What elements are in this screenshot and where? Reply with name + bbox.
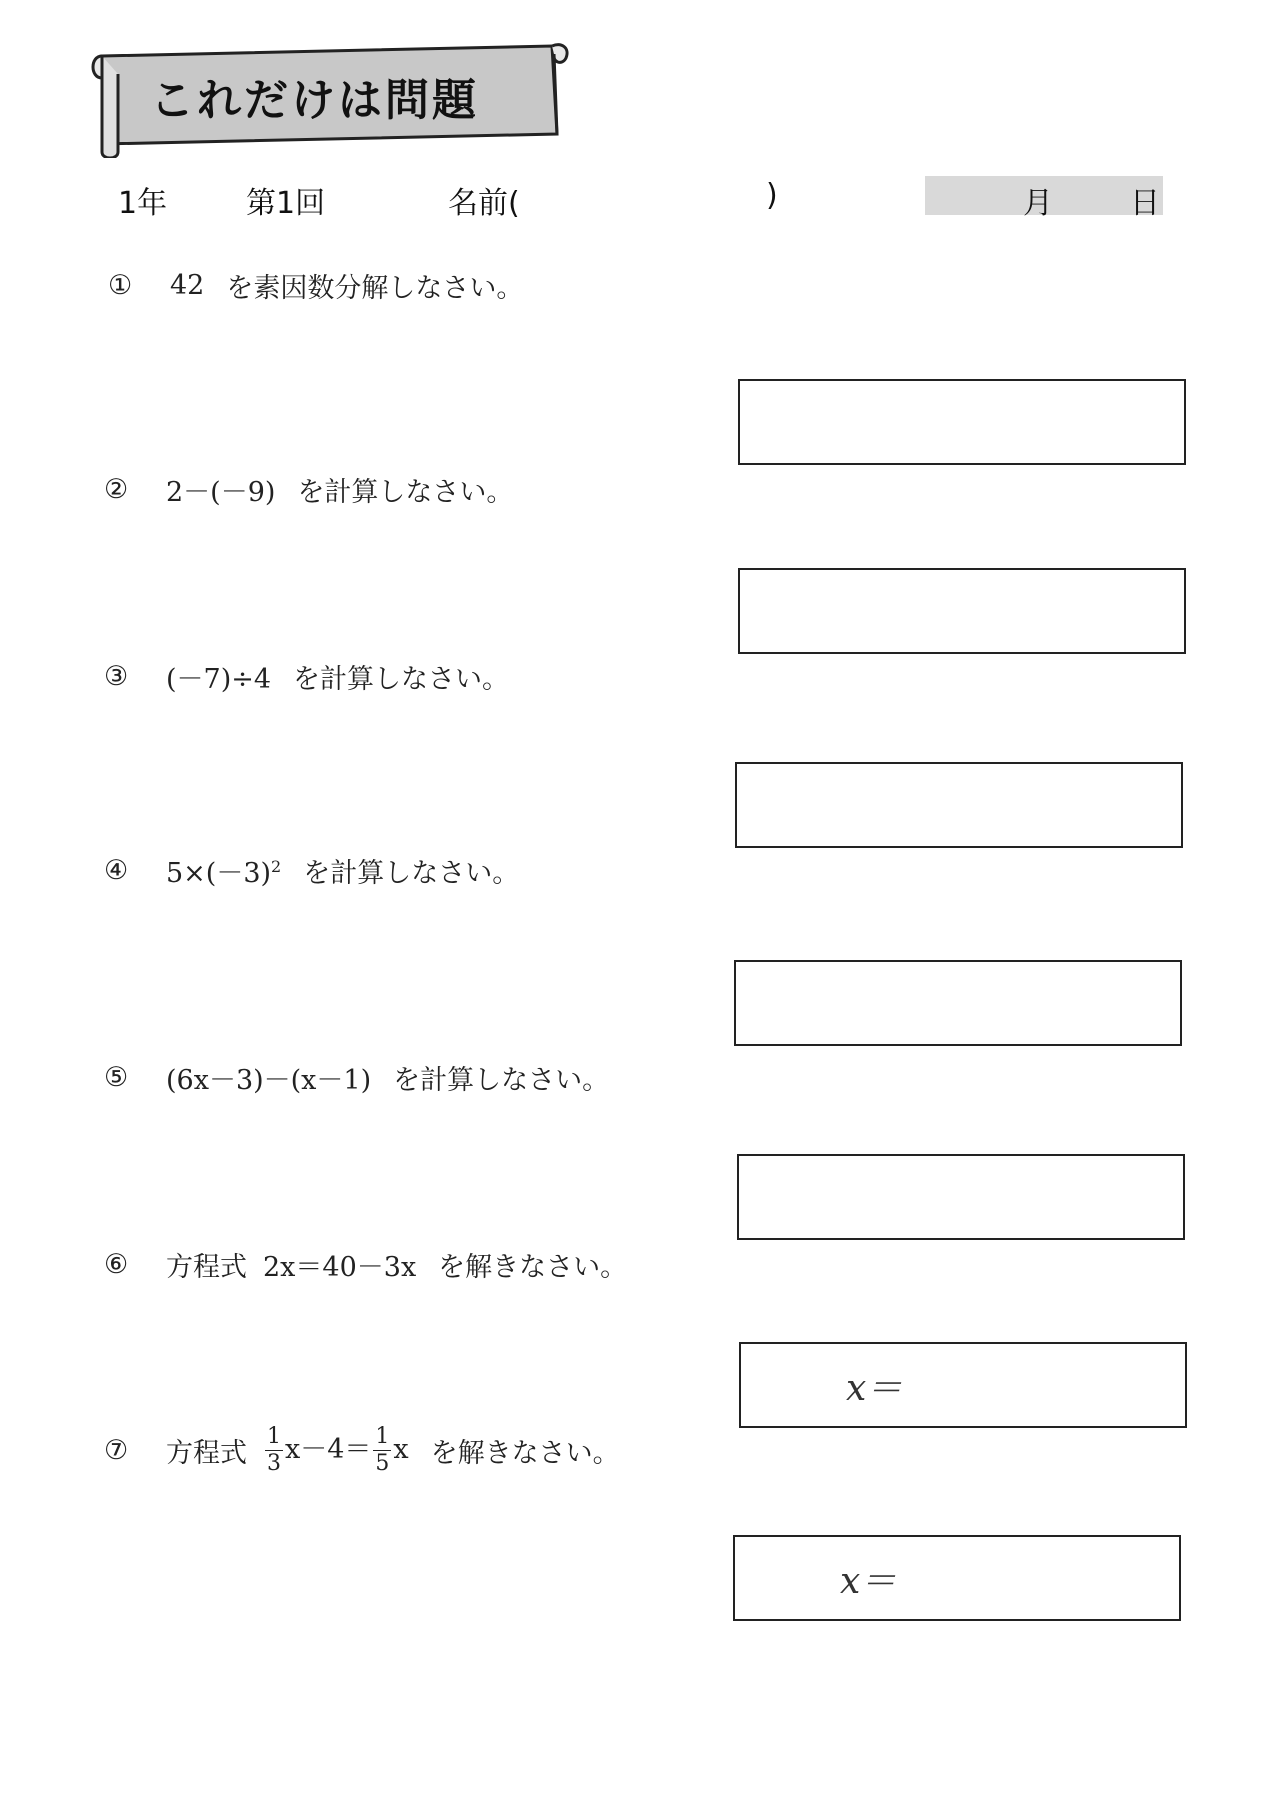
month-label: 月 bbox=[1023, 186, 1053, 221]
fraction-one-third: $\frac{1}{3}$ bbox=[267, 1424, 281, 1476]
question-expression: (6x－3)－(x－1) bbox=[166, 1065, 372, 1096]
answer-box-6[interactable] bbox=[739, 1342, 1187, 1428]
answer-box-1[interactable] bbox=[738, 379, 1186, 465]
question-number: ⑦ bbox=[104, 1435, 129, 1466]
expression-base: 5×(－3) bbox=[166, 858, 272, 889]
question-6 bbox=[104, 1245, 627, 1284]
answer-box-7[interactable] bbox=[733, 1535, 1181, 1621]
question-instruction: を計算しなさい。 bbox=[393, 1065, 610, 1096]
question-expression bbox=[263, 1426, 409, 1475]
question-instruction: を解きなさい。 bbox=[438, 1252, 628, 1283]
name-close-paren: ) bbox=[766, 178, 778, 213]
question-expression: 2x＝40－3x bbox=[263, 1252, 417, 1283]
question-number: ⑤ bbox=[104, 1062, 129, 1093]
fraction-one-fifth: $\frac{1}{5}$ bbox=[375, 1424, 390, 1476]
answer-box-3[interactable] bbox=[735, 762, 1183, 848]
question-5 bbox=[104, 1058, 609, 1097]
question-expression: 42 bbox=[170, 270, 205, 301]
question-number: ① bbox=[108, 270, 133, 301]
day-label: 日 bbox=[1130, 186, 1160, 221]
expression-tail: x bbox=[393, 1434, 409, 1465]
question-instruction: を計算しなさい。 bbox=[297, 477, 514, 508]
question-4 bbox=[104, 851, 519, 890]
question-3 bbox=[104, 657, 509, 696]
page-title: これだけは問題 bbox=[150, 75, 479, 126]
question-expression: (－7)÷4 bbox=[166, 664, 272, 695]
question-instruction: を解きなさい。 bbox=[430, 1438, 620, 1469]
question-expression bbox=[166, 851, 281, 890]
question-expression: 2－(－9) bbox=[166, 477, 276, 508]
question-instruction: を素因数分解しなさい。 bbox=[226, 273, 524, 304]
question-number: ⑥ bbox=[104, 1249, 129, 1280]
question-number: ④ bbox=[104, 855, 129, 886]
expression-exponent: 2 bbox=[271, 857, 282, 876]
name-label: 名前( bbox=[448, 186, 520, 221]
question-number: ③ bbox=[104, 661, 129, 692]
question-instruction: を計算しなさい。 bbox=[293, 664, 510, 695]
question-instruction: を計算しなさい。 bbox=[303, 858, 520, 889]
question-7 bbox=[104, 1426, 620, 1475]
question-prefix: 方程式 bbox=[166, 1438, 247, 1469]
round-label: 第1回 bbox=[246, 186, 326, 221]
question-number: ② bbox=[104, 474, 129, 505]
question-2 bbox=[104, 470, 513, 509]
answer-box-2[interactable] bbox=[738, 568, 1186, 654]
answer-box-5[interactable] bbox=[737, 1154, 1185, 1240]
question-1 bbox=[108, 266, 523, 305]
question-prefix: 方程式 bbox=[166, 1252, 247, 1283]
answer-prefix: x＝ bbox=[846, 1368, 903, 1409]
answer-box-4[interactable] bbox=[734, 960, 1182, 1046]
expression-middle: x－4＝ bbox=[285, 1434, 372, 1465]
answer-prefix: x＝ bbox=[840, 1561, 897, 1602]
grade-label: 1年 bbox=[118, 186, 168, 221]
